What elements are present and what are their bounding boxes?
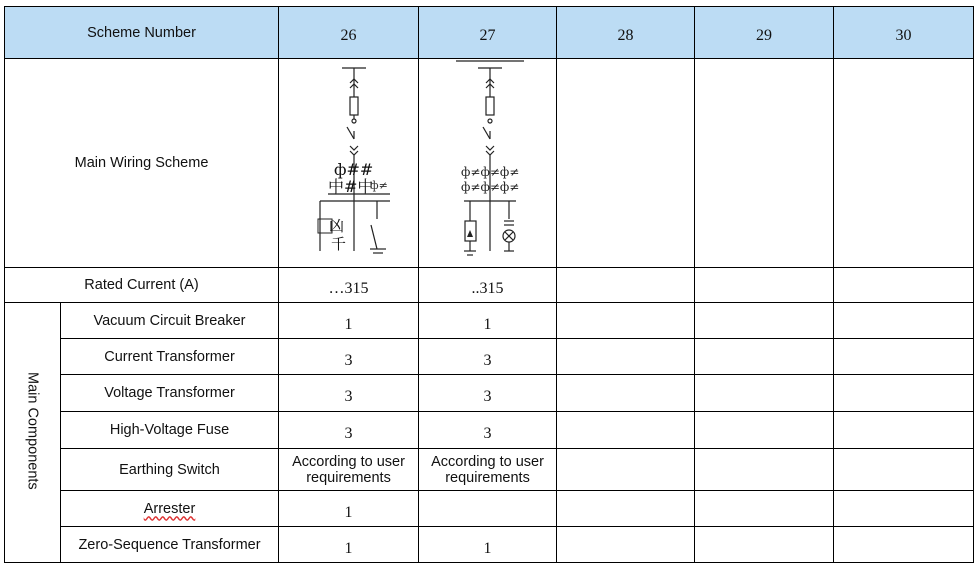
main-components-label: Main Components — [24, 371, 41, 490]
component-value — [557, 412, 695, 449]
diagram-26-symbol-1: ф## — [333, 160, 373, 179]
component-value — [834, 339, 974, 375]
component-value — [695, 303, 834, 339]
component-label: Zero-Sequence Transformer — [61, 527, 279, 563]
diagram-26-symbol-3: ф≠ — [369, 179, 388, 192]
diagram-26-symbol-5: 千 — [330, 235, 346, 253]
wiring-diagram-27 — [419, 59, 557, 268]
diagram-27-symbol-1: ф≠ф≠ф≠ — [460, 165, 519, 179]
diagram-27-symbol-2: ф≠ф≠ф≠ — [460, 180, 519, 194]
component-value — [695, 491, 834, 527]
component-value: 3 — [279, 412, 419, 449]
component-value: 3 — [419, 339, 557, 375]
scheme-30: 30 — [834, 7, 974, 59]
component-label: Voltage Transformer — [61, 375, 279, 412]
scheme-28: 28 — [557, 7, 695, 59]
component-value: According to user requirements — [419, 449, 557, 491]
component-row-zero-sequence-transformer — [5, 527, 974, 563]
component-label-cell — [61, 491, 279, 527]
rated-current-label: Rated Current (A) — [5, 268, 279, 303]
scheme-29: 29 — [695, 7, 834, 59]
wiring-diagram-27-svg — [420, 59, 556, 263]
component-row-current-transformer — [5, 339, 974, 375]
scheme-27: 27 — [419, 7, 557, 59]
component-value — [695, 412, 834, 449]
wiring-diagram-26 — [279, 59, 419, 268]
wiring-diagram-29 — [695, 59, 834, 268]
diagram-26-symbol-4: 凶 — [328, 217, 344, 235]
component-value — [834, 303, 974, 339]
scheme-table — [4, 6, 974, 563]
component-value — [557, 303, 695, 339]
scheme-number-label: Scheme Number — [5, 7, 279, 59]
component-label: Vacuum Circuit Breaker — [61, 303, 279, 339]
component-value — [695, 527, 834, 563]
component-value — [695, 375, 834, 412]
component-label: High-Voltage Fuse — [61, 412, 279, 449]
component-value: 3 — [279, 339, 419, 375]
component-row-arrester — [5, 491, 974, 527]
rated-current-27: ..315 — [419, 268, 557, 303]
wiring-diagram-26-svg — [280, 59, 418, 263]
component-row-high-voltage-fuse — [5, 412, 974, 449]
component-value: 1 — [419, 527, 557, 563]
component-value: 3 — [419, 375, 557, 412]
component-value — [834, 449, 974, 491]
component-value: 1 — [279, 303, 419, 339]
component-value — [695, 449, 834, 491]
component-row-earthing-switch — [5, 449, 974, 491]
component-value: 3 — [279, 375, 419, 412]
component-value — [834, 375, 974, 412]
wiring-row — [5, 59, 974, 268]
component-value — [557, 339, 695, 375]
header-row — [5, 7, 974, 59]
component-value: According to user requirements — [279, 449, 419, 491]
component-label: Earthing Switch — [61, 449, 279, 491]
component-label: Arrester — [143, 500, 196, 517]
wiring-diagram-30 — [834, 59, 974, 268]
component-value: 1 — [419, 303, 557, 339]
component-value — [695, 339, 834, 375]
component-value — [834, 527, 974, 563]
main-wiring-label: Main Wiring Scheme — [5, 59, 279, 268]
rated-current-row — [5, 268, 974, 303]
rated-current-29 — [695, 268, 834, 303]
rated-current-28 — [557, 268, 695, 303]
diagram-26-symbol-2: 中#中 — [327, 177, 373, 196]
component-value — [557, 527, 695, 563]
rated-current-30 — [834, 268, 974, 303]
main-components-group — [5, 303, 61, 563]
wiring-diagram-28 — [557, 59, 695, 268]
component-value — [557, 491, 695, 527]
component-row-voltage-transformer — [5, 375, 974, 412]
component-value: 3 — [419, 412, 557, 449]
component-value: 1 — [279, 491, 419, 527]
component-value — [834, 412, 974, 449]
component-value — [557, 375, 695, 412]
component-value — [557, 449, 695, 491]
component-value — [834, 491, 974, 527]
component-label: Current Transformer — [61, 339, 279, 375]
component-row-vacuum-circuit-breaker — [5, 303, 974, 339]
component-value — [419, 491, 557, 527]
component-value: 1 — [279, 527, 419, 563]
scheme-26: 26 — [279, 7, 419, 59]
rated-current-26: …315 — [279, 268, 419, 303]
